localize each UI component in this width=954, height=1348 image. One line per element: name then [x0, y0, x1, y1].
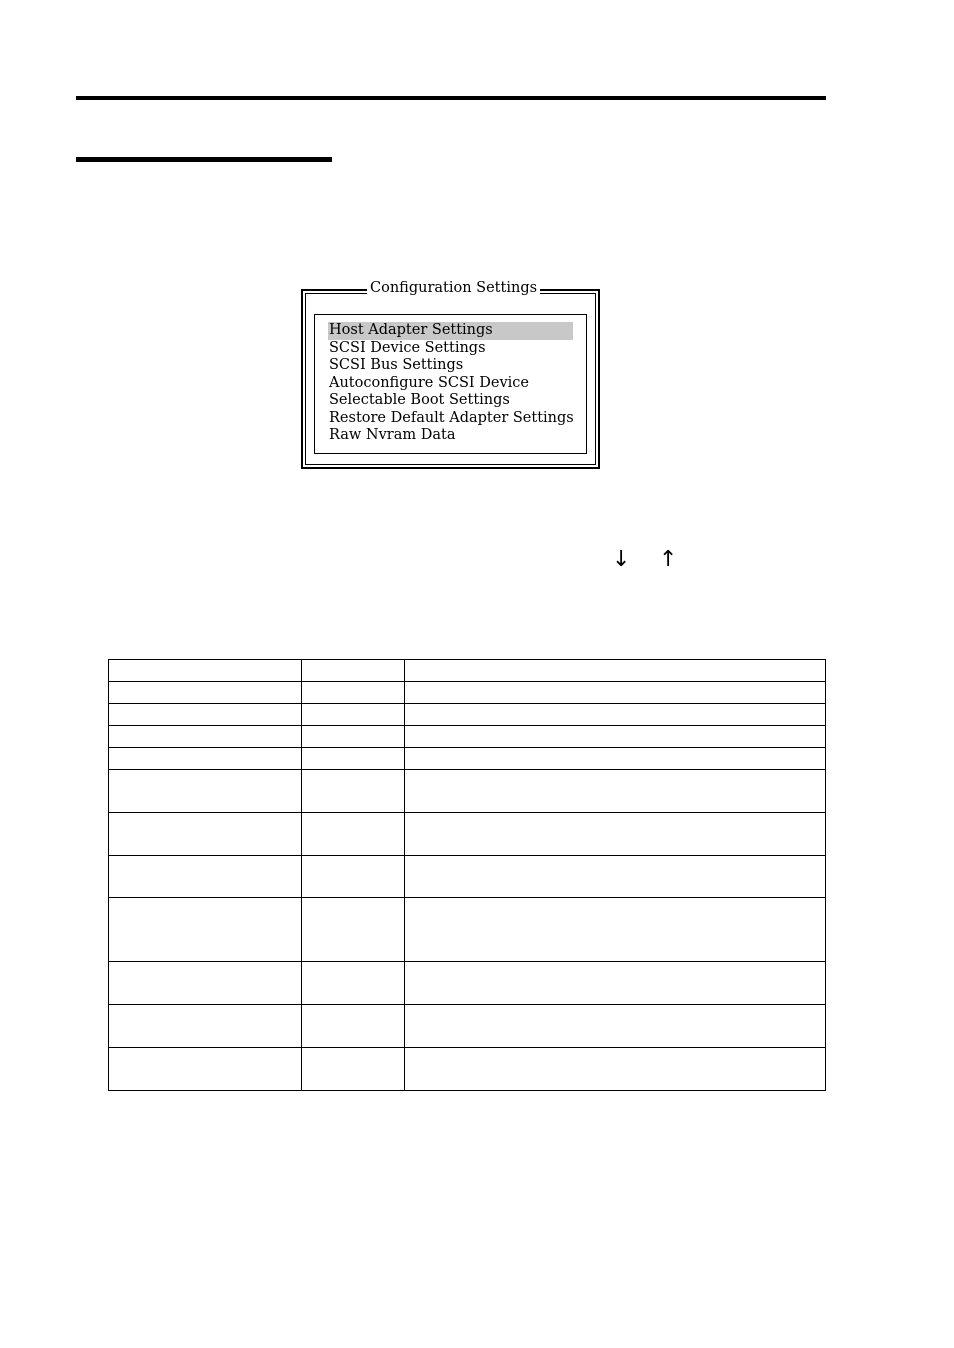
- table-cell: [302, 1005, 405, 1048]
- menu-item-autoconfigure-scsi-device[interactable]: Autoconfigure SCSI Device: [329, 374, 530, 391]
- table-row: [109, 856, 826, 898]
- table-cell: [109, 726, 302, 748]
- configuration-menu: [328, 322, 573, 445]
- table-cell: [109, 1048, 302, 1091]
- table-row: [109, 748, 826, 770]
- table-cell: [109, 856, 302, 898]
- table-cell: [302, 1048, 405, 1091]
- table-cell: [405, 748, 826, 770]
- table-cell: [302, 748, 405, 770]
- window-title: Configuration Settings: [367, 279, 540, 297]
- table-cell: [109, 813, 302, 856]
- table-row: [109, 660, 826, 682]
- table-row: [109, 898, 826, 962]
- settings-table: [108, 659, 826, 1091]
- table-row: [109, 962, 826, 1005]
- table-row: [109, 726, 826, 748]
- menu-item-selectable-boot-settings[interactable]: Selectable Boot Settings: [329, 392, 510, 408]
- table-cell: [109, 682, 302, 704]
- table-cell: [302, 962, 405, 1005]
- table-row: [109, 1048, 826, 1091]
- table-cell: [405, 1005, 826, 1048]
- table-cell: [405, 704, 826, 726]
- menu-item-raw-nvram-data[interactable]: Raw Nvram Data: [329, 427, 456, 443]
- table-row: [109, 1005, 826, 1048]
- table-cell: [405, 770, 826, 813]
- table-cell: [302, 770, 405, 813]
- table-cell: [302, 898, 405, 962]
- table-cell: [405, 856, 826, 898]
- table-cell: [302, 856, 405, 898]
- menu-item-host-adapter-settings[interactable]: Host Adapter Settings: [328, 322, 573, 340]
- menu-panel: [314, 314, 587, 454]
- table-cell: [405, 813, 826, 856]
- table-cell: [109, 962, 302, 1005]
- table-row: [109, 704, 826, 726]
- table-cell: [405, 682, 826, 704]
- table-cell: [302, 682, 405, 704]
- table-cell: [302, 660, 405, 682]
- table-cell: [109, 748, 302, 770]
- section-heading-rule: [76, 157, 332, 162]
- menu-item-restore-default-adapter-settings[interactable]: Restore Default Adapter Settings: [329, 409, 574, 426]
- table-cell: [405, 898, 826, 962]
- table-cell: [109, 770, 302, 813]
- table-cell: [405, 726, 826, 748]
- table-cell: [405, 962, 826, 1005]
- table-cell: [302, 813, 405, 856]
- menu-item-scsi-bus-settings[interactable]: SCSI Bus Settings: [329, 357, 464, 373]
- table-cell: [109, 1005, 302, 1048]
- header-rule: [76, 96, 826, 100]
- table-cell: [109, 704, 302, 726]
- table-cell: [302, 704, 405, 726]
- table-cell: [405, 1048, 826, 1091]
- table-cell: [109, 660, 302, 682]
- table-cell: [405, 660, 826, 682]
- configuration-settings-window: [301, 280, 600, 469]
- up-arrow-icon: ↑: [659, 547, 678, 572]
- table-cell: [109, 898, 302, 962]
- table-cell: [302, 726, 405, 748]
- table-row: [109, 682, 826, 704]
- down-arrow-icon: ↓: [612, 547, 631, 572]
- menu-item-scsi-device-settings[interactable]: SCSI Device Settings: [329, 339, 486, 356]
- table-row: [109, 813, 826, 856]
- table-row: [109, 770, 826, 813]
